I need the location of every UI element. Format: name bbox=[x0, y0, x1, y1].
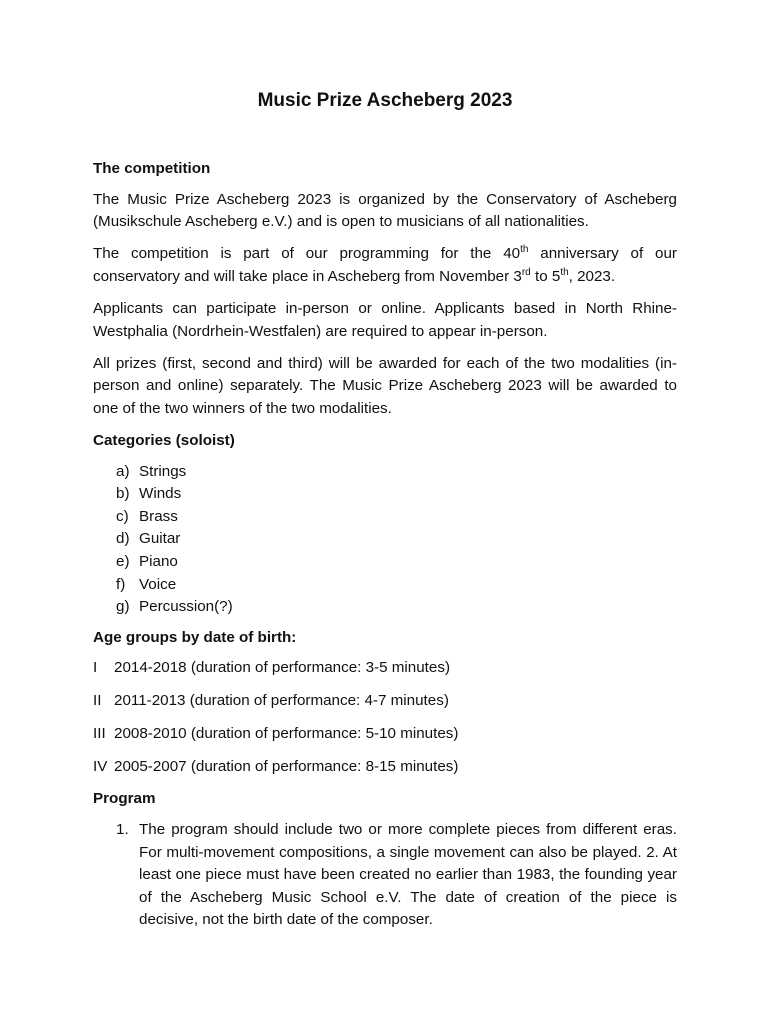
competition-paragraph-1: The Music Prize Ascheberg 2023 is organized by the Conservatory of Ascheberg (Musikschule Ascheberg e.V.) and is open to musicians of all nationalities. bbox=[93, 190, 677, 231]
list-marker: f) bbox=[116, 575, 126, 593]
age-group-numeral: II bbox=[93, 692, 102, 710]
competition-paragraph-4: All prizes (first, second and third) will be awarded for each of the two modalities (in-person and online) separately. The Music Prize Ascheberg 2023 will be awarded to one of the two winners of the two modalities. bbox=[93, 354, 677, 417]
p2-sup-3: th bbox=[560, 266, 569, 278]
list-marker: a) bbox=[116, 462, 130, 480]
p2-text-1: The competition is part of our programming for the 40 bbox=[93, 245, 521, 263]
list-item bbox=[93, 574, 677, 597]
list-label: Brass bbox=[139, 507, 178, 525]
p2-text-3: to 5 bbox=[530, 267, 561, 285]
p2-text-4: , 2023. bbox=[568, 267, 616, 285]
list-item bbox=[93, 596, 677, 619]
age-group-numeral: IV bbox=[93, 757, 108, 775]
age-group-text: 2014-2018 (duration of performance: 3-5 minutes) bbox=[114, 659, 451, 677]
categories-heading: Categories (soloist) bbox=[93, 431, 235, 449]
competition-paragraph-2 bbox=[93, 243, 677, 288]
list-marker: e) bbox=[116, 552, 130, 570]
categories-list bbox=[93, 461, 677, 619]
document-body bbox=[93, 158, 677, 932]
age-group-row bbox=[93, 690, 677, 713]
program-list bbox=[93, 819, 677, 932]
list-marker: g) bbox=[116, 598, 130, 616]
age-group-text: 2005-2007 (duration of performance: 8-15 minutes) bbox=[114, 757, 459, 775]
program-heading: Program bbox=[93, 790, 156, 808]
p2-sup-2: rd bbox=[521, 266, 531, 278]
list-marker: 1. bbox=[116, 821, 129, 838]
age-group-row bbox=[93, 756, 677, 779]
age-group-numeral: III bbox=[93, 724, 106, 742]
list-item bbox=[93, 461, 677, 484]
list-item bbox=[93, 819, 677, 932]
list-label: Voice bbox=[139, 575, 177, 593]
competition-paragraph-3: Applicants can participate in-person or online. Applicants based in North Rhine-Westphalia (Nordrhein-Westfalen) are required to appear in-person. bbox=[93, 299, 677, 340]
list-item bbox=[93, 506, 677, 529]
list-marker: d) bbox=[116, 530, 130, 548]
p2-sup-1: th bbox=[520, 244, 529, 256]
program-item-text: The program should include two or more complete pieces from different eras. For multi-movement compositions, a single movement can also be played. 2. At least one piece must have been created no earlier than 1983, the founding year of the Ascheberg Music School e.V. The date of creation of the piece is decisive, not the birth date of the composer. bbox=[139, 821, 677, 929]
age-group-numeral: I bbox=[93, 659, 98, 677]
list-label: Guitar bbox=[139, 530, 181, 548]
list-marker: c) bbox=[116, 507, 129, 525]
list-label: Winds bbox=[139, 485, 182, 503]
list-label: Percussion(?) bbox=[139, 598, 233, 616]
competition-heading: The competition bbox=[93, 160, 211, 177]
list-item bbox=[93, 551, 677, 574]
list-item bbox=[93, 483, 677, 506]
age-groups-heading: Age groups by date of birth: bbox=[93, 628, 297, 646]
list-marker: b) bbox=[116, 485, 130, 503]
list-label: Piano bbox=[139, 552, 178, 570]
age-group-text: 2011-2013 (duration of performance: 4-7 minutes) bbox=[114, 692, 449, 710]
age-group-row bbox=[93, 657, 677, 680]
list-item bbox=[93, 528, 677, 551]
p2-text-2: anniversary of our conservatory and will take place in Ascheberg from November 3 bbox=[93, 245, 677, 285]
list-label: Strings bbox=[139, 462, 187, 480]
document-title: Music Prize Ascheberg 2023 bbox=[257, 90, 513, 111]
age-group-text: 2008-2010 (duration of performance: 5-10 minutes) bbox=[114, 724, 459, 742]
age-group-row bbox=[93, 723, 677, 746]
